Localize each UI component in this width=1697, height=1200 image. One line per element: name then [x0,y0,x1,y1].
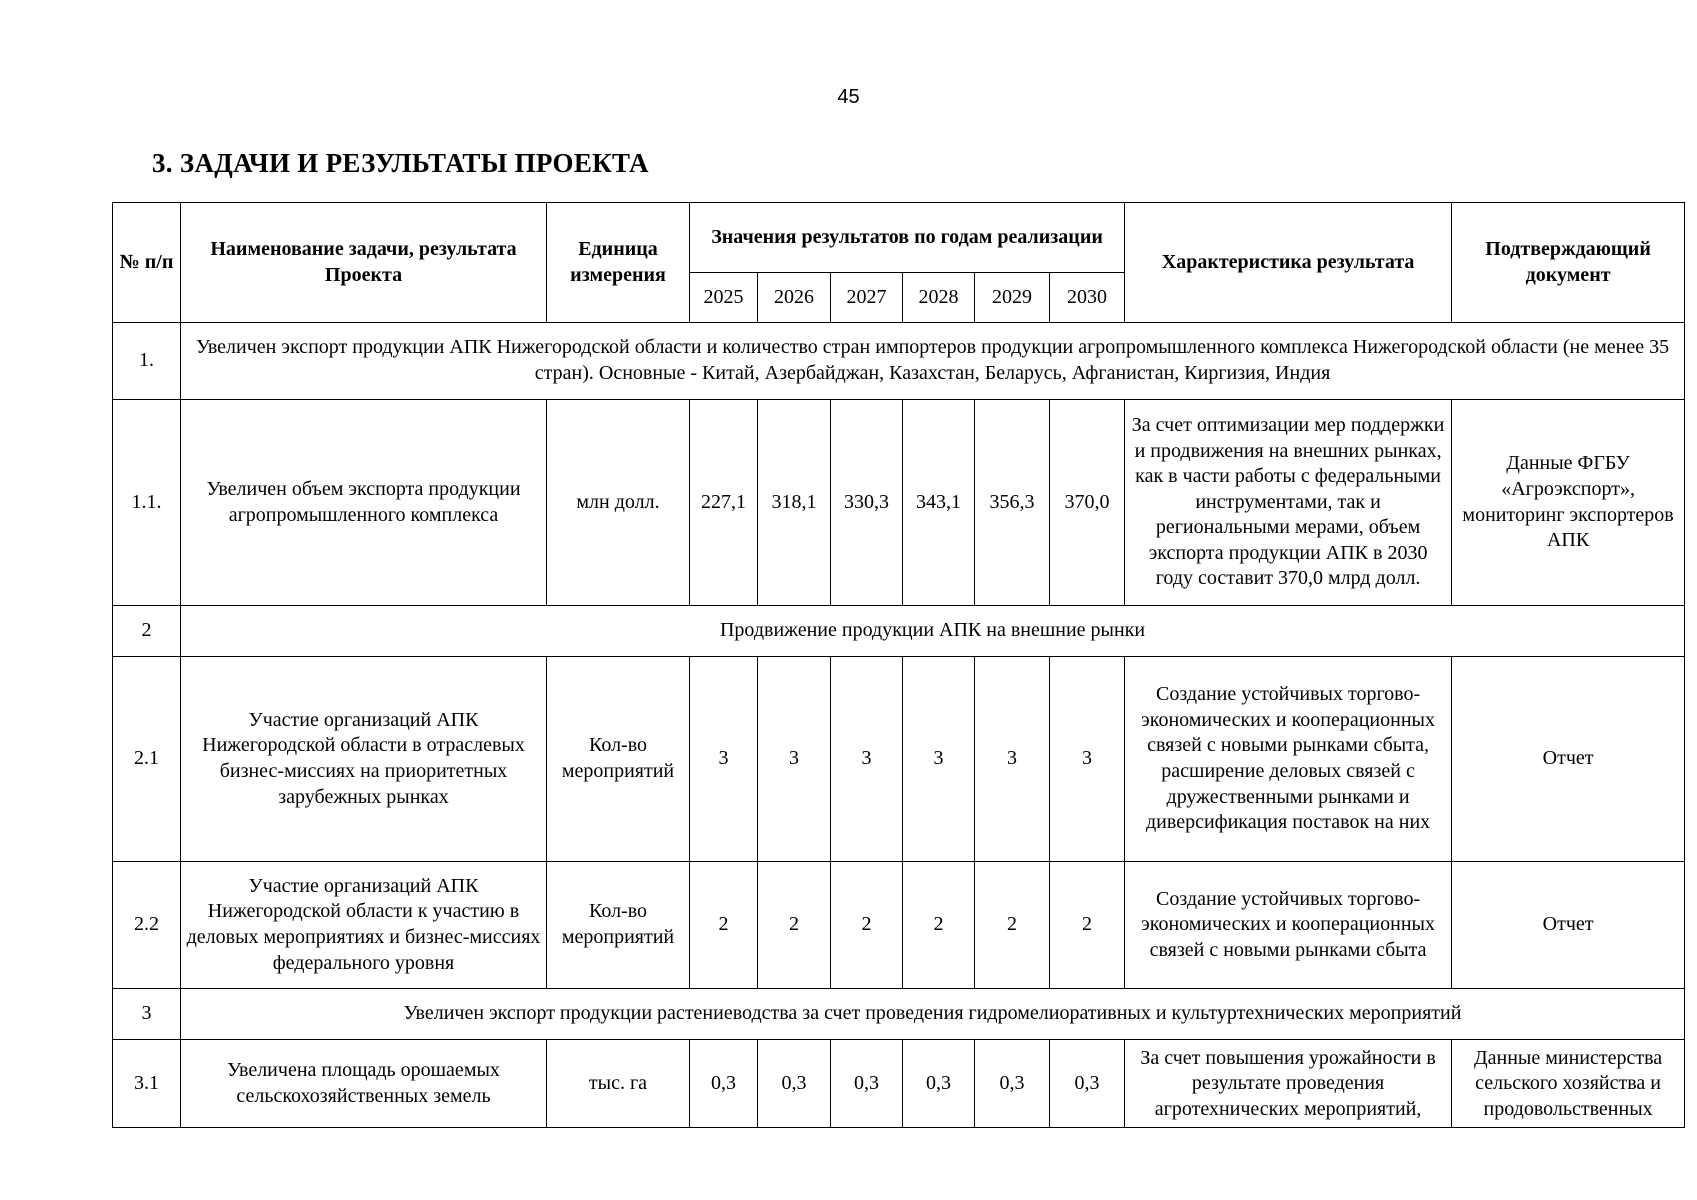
row-name: Участие организаций АПК Нижегородской области в отраслевых бизнес-миссиях на приоритетных зарубежных рынках [181,657,547,862]
row-value: 330,3 [831,400,903,606]
header-num: № п/п [113,203,181,323]
header-year: 2030 [1050,273,1125,323]
row-value: 343,1 [903,400,975,606]
row-unit: тыс. га [547,1040,690,1128]
row-value: 0,3 [903,1040,975,1128]
row-characteristic: Создание устойчивых торгово-экономических и кооперационных связей с новыми рынками сбыта [1125,862,1452,989]
group-text: Увеличен экспорт продукции АПК Нижегородской области и количество стран импортеров продукции агропромышленного комплекса Нижегородской области (не менее 35 стран). Основные - Китай, Азербайджан, Казахстан, Беларусь, Афганистан, Киргизия, Индия [181,323,1685,400]
header-year: 2027 [831,273,903,323]
row-value: 3 [975,657,1050,862]
table-row [113,657,1685,862]
row-num: 3.1 [113,1040,181,1128]
page-number: 45 [837,86,860,108]
row-value: 2 [831,862,903,989]
group-text: Увеличен экспорт продукции растениеводства за счет проведения гидромелиоративных и культуртехнических мероприятий [181,989,1685,1040]
table-row [113,400,1685,606]
row-characteristic: За счет оптимизации мер поддержки и продвижения на внешних рынках, как в части работы с федеральными инструментами, так и региональными мерами, объем экспорта продукции АПК в 2030 году составит 370,0 млрд долл. [1125,400,1452,606]
row-name: Увеличена площадь орошаемых сельскохозяйственных земель [181,1040,547,1128]
row-characteristic-cell [1125,1040,1452,1128]
row-value: 0,3 [690,1040,758,1128]
row-num: 2.2 [113,862,181,989]
row-value: 227,1 [690,400,758,606]
row-num: 1.1. [113,400,181,606]
group-num: 1. [113,323,181,400]
group-row [113,989,1685,1040]
row-document: Данные ФГБУ «Агроэкспорт», мониторинг экспортеров АПК [1452,400,1685,606]
row-value: 2 [975,862,1050,989]
row-document: Данные министерства сельского хозяйства и продовольственных [1473,1046,1663,1120]
group-text: Продвижение продукции АПК на внешние рынки [181,606,1685,657]
header-characteristic: Характеристика результата [1125,203,1452,323]
row-value: 3 [758,657,831,862]
row-characteristic: За счет повышения урожайности в результате проведения агротехнических мероприятий, [1140,1046,1436,1120]
header-year: 2026 [758,273,831,323]
row-name: Увеличен объем экспорта продукции агропромышленного комплекса [181,400,547,606]
row-value: 2 [1050,862,1125,989]
row-document: Отчет [1452,862,1685,989]
row-value: 0,3 [975,1040,1050,1128]
header-year: 2029 [975,273,1050,323]
group-row [113,323,1685,400]
row-document-cell [1452,1040,1685,1128]
row-document: Отчет [1452,657,1685,862]
row-unit: Кол-во мероприятий [547,657,690,862]
row-value: 2 [690,862,758,989]
row-characteristic: Создание устойчивых торгово-экономических и кооперационных связей с новыми рынками сбыта, расширение деловых связей с дружественными рынками и диверсификация поставок на них [1125,657,1452,862]
header-name: Наименование задачи, результата Проекта [181,203,547,323]
header-values: Значения результатов по годам реализации [690,203,1125,273]
table-row [113,862,1685,989]
row-value: 3 [903,657,975,862]
group-row [113,606,1685,657]
row-value: 356,3 [975,400,1050,606]
row-value: 3 [1050,657,1125,862]
group-num: 3 [113,989,181,1040]
row-unit: млн долл. [547,400,690,606]
header-year: 2028 [903,273,975,323]
row-name: Участие организаций АПК Нижегородской области к участию в деловых мероприятиях и бизнес-миссиях федерального уровня [181,862,547,989]
header-unit: Единица измерения [547,203,690,323]
header-document: Подтверждающий документ [1452,203,1685,323]
header-year: 2025 [690,273,758,323]
results-table [112,202,1685,1128]
row-value: 0,3 [831,1040,903,1128]
table-row [113,1040,1685,1128]
row-num: 2.1 [113,657,181,862]
row-value: 318,1 [758,400,831,606]
page-title: 3. ЗАДАЧИ И РЕЗУЛЬТАТЫ ПРОЕКТА [152,148,649,178]
row-value: 370,0 [1050,400,1125,606]
row-value: 3 [831,657,903,862]
row-value: 3 [690,657,758,862]
row-value: 0,3 [758,1040,831,1128]
row-value: 0,3 [1050,1040,1125,1128]
row-value: 2 [903,862,975,989]
row-value: 2 [758,862,831,989]
row-unit: Кол-во мероприятий [547,862,690,989]
group-num: 2 [113,606,181,657]
